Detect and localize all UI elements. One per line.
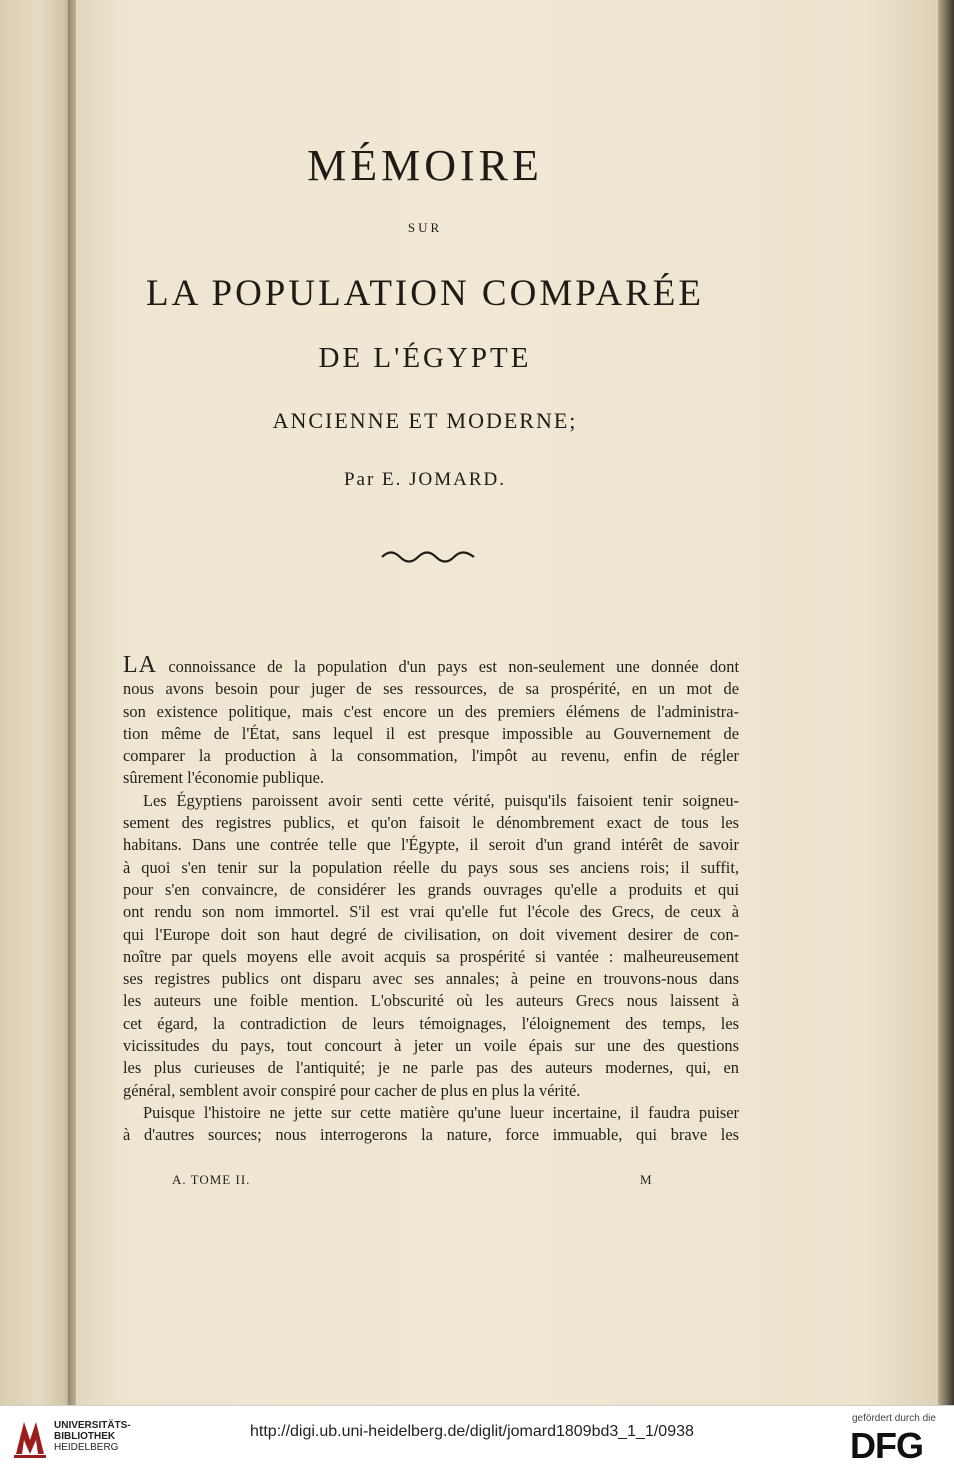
title-ancienne: ANCIENNE ET MODERNE; (272, 408, 578, 433)
text-line: vicissitudes du pays, tout concourt à jeter un voile épais sur une des questions (123, 1036, 739, 1056)
title-population: LA POPULATION COMPARÉE (145, 273, 705, 314)
text-line: à quoi s'en tenir sur la population réelle du pays sous ses anciens rois; il suffit, (123, 857, 739, 877)
text-line: ont rendu son nom immortel. S'il est vrai qu'elle fut l'école des Grecs, de ceux à (123, 902, 739, 922)
paragraph-1 (123, 654, 739, 790)
initial-capital: LA (123, 652, 157, 678)
institution-line-2: BIBLIOTHEK (54, 1431, 116, 1442)
text-line: pour s'en convaincre, de considérer les grands ouvrages qu'elle a produits et qui (123, 879, 739, 899)
text-line: LA connoissance de la population d'un pays est non-seulement une donnée dont (123, 652, 739, 678)
university-library-logo-icon[interactable] (10, 1416, 50, 1460)
title-egypte: DE L'ÉGYPTE (318, 342, 532, 374)
digitization-banner (0, 1405, 954, 1473)
signature-left: A. TOME II. (172, 1172, 251, 1187)
title-memoire: MÉMOIRE (307, 141, 543, 190)
text-line: noître par quels moyens elle avoit acquis sa prospérité si vantée : malheureusement (123, 946, 739, 966)
institution-name (54, 1420, 131, 1453)
text-line: général, semblent avoir conspiré pour cacher de plus en plus la vérité. (123, 1080, 581, 1100)
institution-line-3: HEIDELBERG (54, 1442, 119, 1453)
text-line: ses registres publics ont disparu avec ses annales; à peine en trouvons-nous dans (123, 969, 739, 989)
signature-right: M (640, 1172, 653, 1187)
text-line: cet égard, la contradiction de leurs témoignages, l'éloignement des temps, les (123, 1013, 739, 1033)
text-line: Puisque l'histoire ne jette sur cette matière qu'une lueur incertaine, il faudra puiser (143, 1102, 739, 1122)
text-line: comparer la production à la consommation, l'impôt au revenu, enfin de régler (123, 746, 739, 766)
page-right-edge (938, 0, 954, 1405)
permalink-url[interactable]: http://digi.ub.uni-heidelberg.de/diglit/jomard1809bd3_1_1/0938 (250, 1423, 694, 1440)
dfg-logo[interactable]: DFG (850, 1425, 923, 1466)
text-line: sement des registres publics, et qu'on faisoit le dénombrement exact de tous les (123, 813, 739, 833)
body-text (123, 654, 739, 1147)
text-line: Les Égyptiens paroissent avoir senti cette vérité, puisqu'ils faisoient tenir soigneu- (143, 790, 739, 810)
paragraph-3 (123, 1102, 739, 1147)
text-line: les plus curieuses de l'antiquité; je ne parle pas des auteurs modernes, qui, en (123, 1058, 739, 1078)
wave-ornament-icon (378, 548, 478, 566)
text-line: à d'autres sources; nous interrogerons la nature, force immuable, qui brave les (123, 1125, 739, 1145)
text-line: nous avons besoin pour juger de ses ressources, de sa prospérité, en un mot de (123, 679, 739, 699)
funded-by-label: gefördert durch die (852, 1413, 936, 1424)
title-sur: SUR (407, 220, 443, 235)
institution-line-1: UNIVERSITÄTS- (54, 1420, 131, 1431)
text-line: sûrement l'économie publique. (123, 768, 324, 788)
text-line: qui l'Europe doit son haut degré de civilisation, on doit vivement desirer de con- (123, 924, 739, 944)
previous-page-edge (0, 0, 72, 1405)
text-line: tion même de l'État, sans lequel il est presque impossible au Gouvernement de (123, 723, 739, 743)
paragraph-2 (123, 790, 739, 1102)
text-line: son existence politique, mais c'est encore un des premiers élémens de l'administra- (123, 701, 739, 721)
text-line: les auteurs une foible mention. L'obscurité où les auteurs Grecs nous laissent à (123, 991, 739, 1011)
title-author: Par E. JOMARD. (343, 469, 507, 490)
text-line: habitans. Dans une contrée telle que l'Égypte, il seroit d'un grand intérêt de savoir (123, 835, 739, 855)
